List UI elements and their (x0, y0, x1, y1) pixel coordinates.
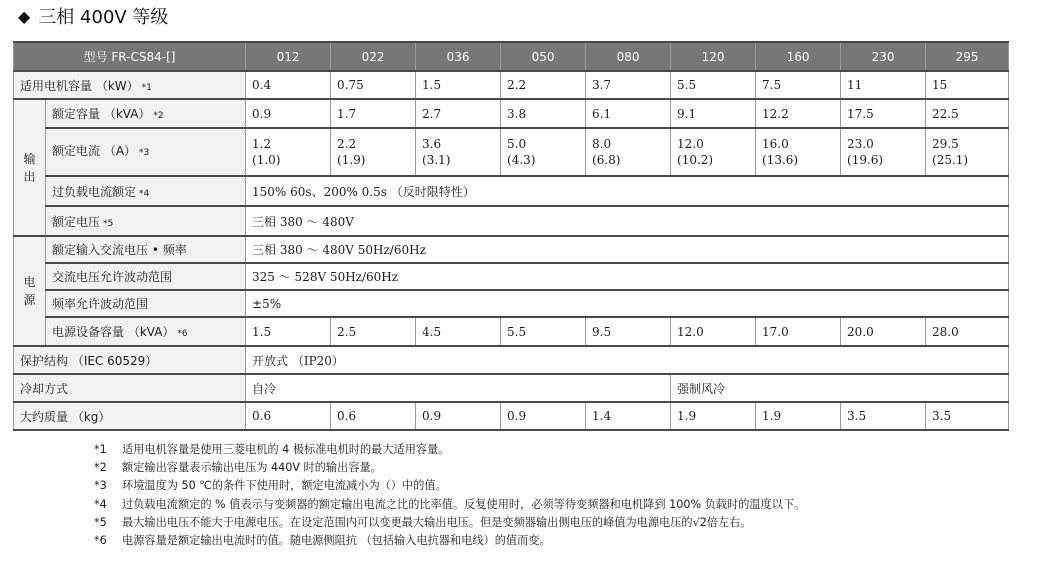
table-cell: 三相 380 ～ 480V (246, 206, 1009, 236)
table-cell: 3.5 (841, 402, 926, 430)
table-cell: 6.1 (586, 99, 671, 128)
table-cell: 0.6 (246, 402, 331, 430)
table-cell: 0.9 (246, 99, 331, 128)
header-model-col: 050 (501, 42, 586, 71)
row-label: 过负载电流额定 *4 (46, 176, 246, 206)
table-cell: 2.7 (416, 99, 501, 128)
table-cell: 3.8 (501, 99, 586, 128)
table-cell: 3.7 (586, 71, 671, 99)
table-row (14, 236, 1009, 263)
table-cell: 4.5 (416, 317, 501, 346)
table-row (14, 99, 1009, 128)
row-label: 交流电压允许波动范围 (46, 263, 246, 290)
header-model-col: 036 (416, 42, 501, 71)
section-title-text: 三相 400V 等级 (38, 7, 169, 28)
footnote: *3 环境温度为 50 ℃的条件下使用时，额定电流减小为（）中的值。 (94, 479, 447, 493)
table-cell: 0.75 (331, 71, 416, 99)
table-cell: 3.5 (926, 402, 1009, 430)
table-cell: 1.2 (1.0) (246, 128, 331, 176)
row-label: 适用电机容量 （kW） *1 (14, 71, 246, 99)
row-label: 额定容量 （kVA） *2 (46, 99, 246, 128)
header-model-col: 080 (586, 42, 671, 71)
spec-table (13, 41, 1009, 431)
footnotes (94, 441, 805, 550)
table-cell: 150% 60s、200% 0.5s （反时限特性） (246, 176, 1009, 206)
table-cell: 0.9 (501, 402, 586, 430)
row-label: 额定电压 *5 (46, 206, 246, 236)
table-cell: 1.9 (756, 402, 841, 430)
header-model-col: 230 (841, 42, 926, 71)
table-cell: 7.5 (756, 71, 841, 99)
table-cell: 1.4 (586, 402, 671, 430)
table-cell: 3.6 (3.1) (416, 128, 501, 176)
header-model-col: 022 (331, 42, 416, 71)
table-cell: 自冷 (246, 374, 671, 402)
table-cell: 325 ～ 528V 50Hz/60Hz (246, 263, 1009, 290)
section-title (18, 2, 168, 30)
table-cell: 0.9 (416, 402, 501, 430)
table-cell: 2.5 (331, 317, 416, 346)
table-cell: 开放式 （IP20） (246, 346, 1009, 374)
table-cell: 9.5 (586, 317, 671, 346)
table-row (14, 128, 1009, 176)
table-cell: 9.1 (671, 99, 756, 128)
table-row (14, 402, 1009, 430)
table-row (14, 346, 1009, 374)
table-cell: 28.0 (926, 317, 1009, 346)
row-label: 电源设备容量 （kVA） *6 (46, 317, 246, 346)
table-cell: 1.5 (246, 317, 331, 346)
header-model-label: 型号 FR-CS84-[] (14, 42, 246, 71)
table-cell: 16.0 (13.6) (756, 128, 841, 176)
table-header-row (14, 42, 1009, 71)
table-row (14, 263, 1009, 290)
footnote: *6 电源容量是额定输出电流时的值。随电源侧阻抗 （包括输入电抗器和电线）的值而变。 (94, 534, 551, 548)
row-label: 额定电流 （A） *3 (46, 128, 246, 176)
footnote: *4 过负载电流额定的 % 值表示与变频器的额定输出电流之比的比率值。反复使用时，必须等待变频器和电机降到 100% 负载时的温度以下。 (94, 497, 806, 511)
table-cell: 强制风冷 (671, 374, 1009, 402)
table-cell: 20.0 (841, 317, 926, 346)
table-cell: 29.5 (25.1) (926, 128, 1009, 176)
table-cell: 15 (926, 71, 1009, 99)
table-cell: 8.0 (6.8) (586, 128, 671, 176)
table-cell: 0.6 (331, 402, 416, 430)
table-row (14, 317, 1009, 346)
table-cell: 11 (841, 71, 926, 99)
group-label-output: 输 出 (14, 99, 46, 236)
row-label: 频率允许波动范围 (46, 290, 246, 317)
table-cell: 17.5 (841, 99, 926, 128)
footnote: *1 适用电机容量是使用三菱电机的 4 极标准电机时的最大适用容量。 (94, 443, 450, 456)
table-cell: 5.0 (4.3) (501, 128, 586, 176)
table-row (14, 71, 1009, 99)
row-label: 冷却方式 (14, 374, 246, 402)
table-cell: 2.2 (501, 71, 586, 99)
header-model-col: 120 (671, 42, 756, 71)
table-cell: 0.4 (246, 71, 331, 99)
footnote: *2 额定输出容量表示输出电压为 440V 时的输出容量。 (94, 461, 382, 475)
header-model-col: 012 (246, 42, 331, 71)
group-label-power: 电 源 (14, 236, 46, 346)
table-cell: 三相 380 ～ 480V 50Hz/60Hz (246, 236, 1009, 263)
table-row (14, 290, 1009, 317)
header-model-col: 295 (926, 42, 1009, 71)
table-row (14, 176, 1009, 206)
table-row (14, 374, 1009, 402)
table-cell: 22.5 (926, 99, 1009, 128)
table-cell: 12.0 (671, 317, 756, 346)
footnote: *5 最大输出电压不能大于电源电压。在设定范围内可以变更最大输出电压。但是变频器输出侧电压的峰值为电源电压的√2倍左右。 (94, 515, 752, 529)
table-cell: 23.0 (19.6) (841, 128, 926, 176)
table-cell: 2.2 (1.9) (331, 128, 416, 176)
diamond-icon: ◆ (18, 6, 31, 26)
table-cell: 12.2 (756, 99, 841, 128)
table-cell: 17.0 (756, 317, 841, 346)
row-label: 额定输入交流电压 • 频率 (46, 236, 246, 263)
table-cell: 1.9 (671, 402, 756, 430)
table-cell: ±5% (246, 290, 1009, 317)
table-cell: 5.5 (671, 71, 756, 99)
table-cell: 12.0 (10.2) (671, 128, 756, 176)
table-cell: 1.7 (331, 99, 416, 128)
table-row (14, 206, 1009, 236)
table-cell: 5.5 (501, 317, 586, 346)
row-label: 大约质量 （kg） (14, 402, 246, 430)
header-model-col: 160 (756, 42, 841, 71)
row-label: 保护结构 （IEC 60529） (14, 346, 246, 374)
table-cell: 1.5 (416, 71, 501, 99)
